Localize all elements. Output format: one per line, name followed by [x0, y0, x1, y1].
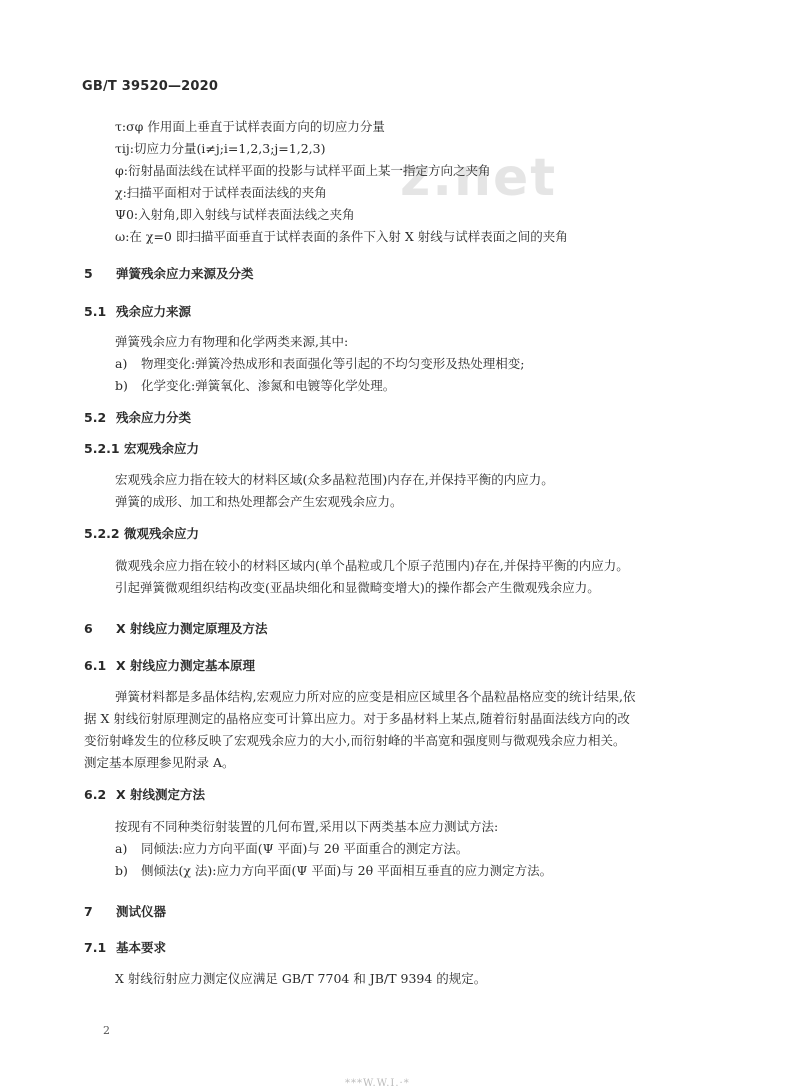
section-title: 残余应力来源 [116, 304, 192, 319]
section-5-2-1-heading [84, 440, 199, 458]
section-5-heading [84, 265, 254, 283]
list-item [115, 355, 524, 373]
section-7-heading [84, 903, 166, 921]
list-text: 化学变化:弹簧氧化、渗氮和电镀等化学处理。 [141, 378, 396, 393]
definition-omega: ω:在 χ=0 即扫描平面垂直于试样表面的条件下入射 X 射线与试样表面之间的夹角 [115, 229, 568, 244]
section-number: 5.2.1 [84, 441, 120, 456]
section-title: 测试仪器 [116, 904, 167, 919]
section-title: 宏观残余应力 [124, 441, 200, 456]
section-6-heading [84, 620, 268, 638]
list-label: a) [115, 356, 128, 371]
bottom-watermark: ***W.W.I.·* [345, 1078, 410, 1089]
paragraph-line: 变衍射峰发生的位移反映了宏观残余应力的大小,而衍射峰的半高宽和强度则与微观残余应力相关。 [84, 733, 626, 748]
section-title: 弹簧残余应力来源及分类 [116, 266, 254, 281]
standard-number-header: GB/T 39520—2020 [82, 79, 219, 94]
section-title: 残余应力分类 [116, 410, 192, 425]
watermark: z.net [400, 148, 558, 208]
list-label: b) [115, 863, 128, 878]
section-5-2-2-heading [84, 525, 199, 543]
section-number: 5.1 [84, 304, 107, 319]
definition-chi: χ:扫描平面相对于试样表面法线的夹角 [115, 185, 327, 200]
list-item [115, 862, 552, 880]
definition-tau: τ:σφ 作用面上垂直于试样表面方向的切应力分量 [115, 119, 385, 134]
section-title: X 射线测定方法 [116, 787, 205, 802]
section-number: 6.1 [84, 658, 107, 673]
section-number: 6 [84, 621, 93, 636]
paragraph: 弹簧残余应力有物理和化学两类来源,其中: [115, 334, 349, 349]
page-number: 2 [103, 1024, 110, 1037]
section-title: X 射线应力测定原理及方法 [116, 621, 268, 636]
paragraph-line: 弹簧材料都是多晶体结构,宏观应力所对应的应变是相应区域里各个晶粒晶格应变的统计结果,依 [115, 689, 636, 704]
paragraph: X 射线衍射应力测定仪应满足 GB/T 7704 和 JB/T 9394 的规定。 [115, 971, 487, 986]
list-item [115, 377, 395, 395]
paragraph: 引起弹簧微观组织结构改变(亚晶块细化和显微畸变增大)的操作都会产生微观残余应力。 [115, 580, 600, 595]
list-item [115, 840, 468, 858]
list-label: b) [115, 378, 128, 393]
section-7-1-heading [84, 939, 166, 957]
section-number: 7 [84, 904, 93, 919]
paragraph-line: 测定基本原理参见附录 A。 [84, 755, 235, 770]
paragraph-line: 据 X 射线衍射原理测定的晶格应变可计算出应力。对于多晶材料上某点,随着衍射晶面法线方向的改 [84, 711, 630, 726]
section-number: 5.2.2 [84, 526, 120, 541]
section-6-1-heading [84, 657, 255, 675]
section-title: X 射线应力测定基本原理 [116, 658, 255, 673]
section-number: 7.1 [84, 940, 107, 955]
section-number: 5.2 [84, 410, 107, 425]
section-title: 基本要求 [116, 940, 167, 955]
list-text: 同倾法:应力方向平面(Ψ 平面)与 2θ 平面重合的测定方法。 [141, 841, 469, 856]
section-5-2-heading [84, 409, 191, 427]
paragraph: 宏观残余应力指在较大的材料区域(众多晶粒范围)内存在,并保持平衡的内应力。 [115, 472, 554, 487]
section-5-1-heading [84, 303, 191, 321]
definition-phi: φ:衍射晶面法线在试样平面的投影与试样平面上某一指定方向之夹角 [115, 163, 491, 178]
section-number: 6.2 [84, 787, 107, 802]
section-6-2-heading [84, 786, 205, 804]
list-label: a) [115, 841, 128, 856]
list-text: 侧倾法(χ 法):应力方向平面(Ψ 平面)与 2θ 平面相互垂直的应力测定方法。 [141, 863, 553, 878]
list-text: 物理变化:弹簧冷热成形和表面强化等引起的不均匀变形及热处理相变; [141, 356, 525, 371]
section-number: 5 [84, 266, 93, 281]
paragraph: 按现有不同种类衍射装置的几何布置,采用以下两类基本应力测试方法: [115, 819, 499, 834]
definition-psi0: Ψ0:入射角,即入射线与试样表面法线之夹角 [115, 207, 355, 222]
section-title: 微观残余应力 [124, 526, 200, 541]
definition-tau-ij: τij:切应力分量(i≠j;i=1,2,3;j=1,2,3) [115, 141, 326, 156]
paragraph: 弹簧的成形、加工和热处理都会产生宏观残余应力。 [115, 494, 403, 509]
paragraph: 微观残余应力指在较小的材料区域内(单个晶粒或几个原子范围内)存在,并保持平衡的内应力。 [115, 558, 629, 573]
